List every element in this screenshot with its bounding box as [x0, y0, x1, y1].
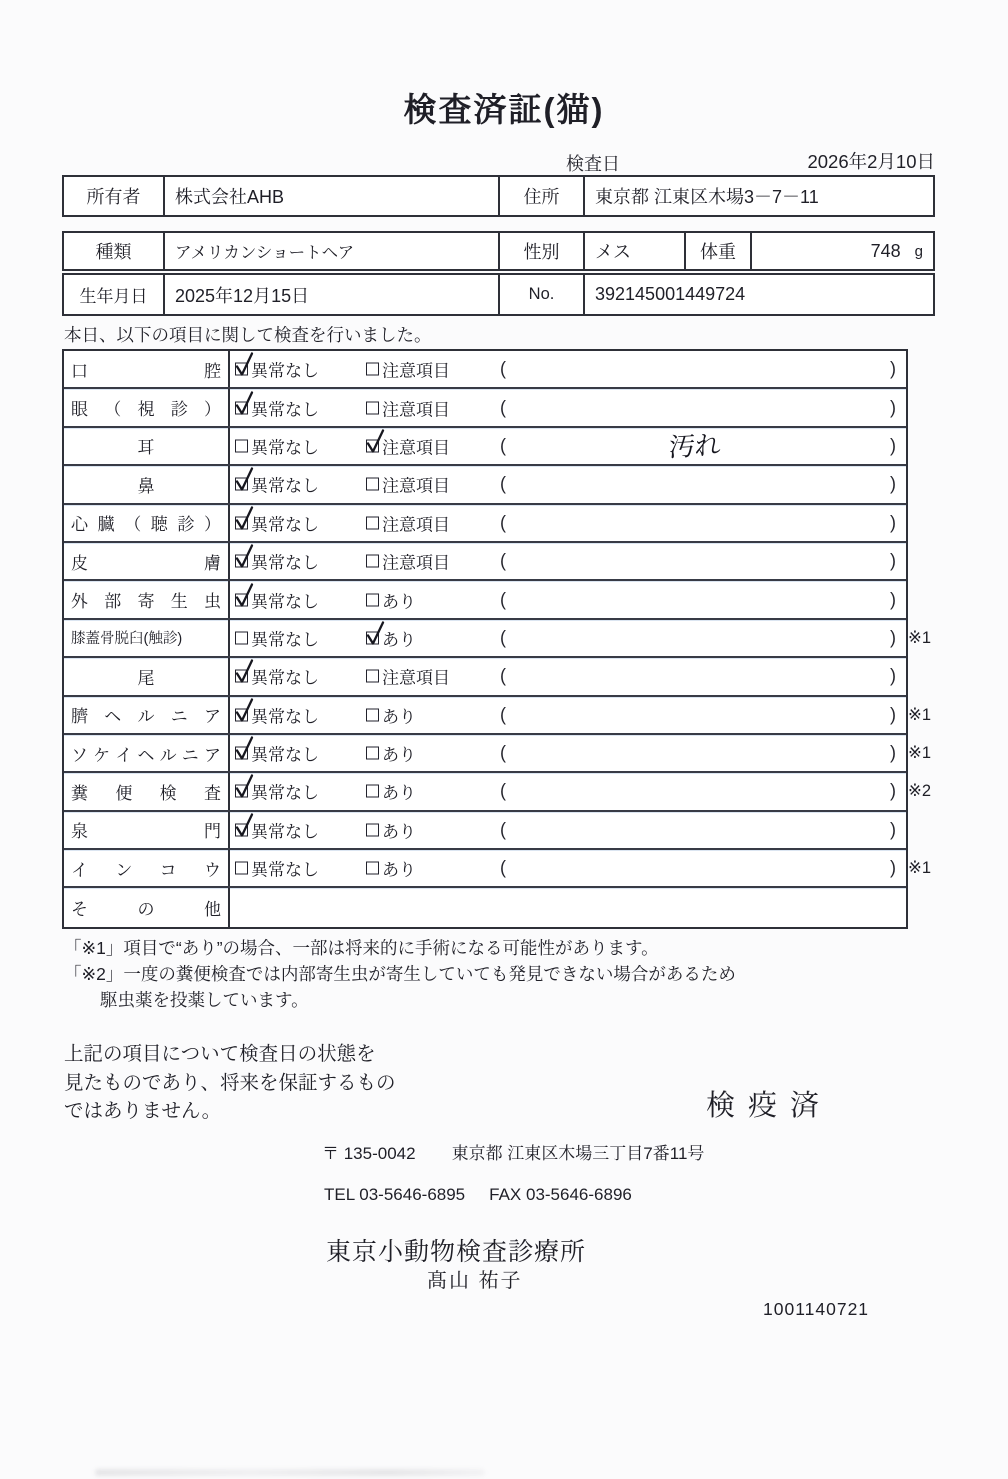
checkbox	[366, 747, 379, 760]
label-char: 虫	[204, 592, 221, 612]
note-ref: ※1	[908, 705, 932, 724]
paren-open: (	[500, 473, 506, 494]
label-char: イ	[115, 745, 133, 765]
check-mark-icon	[364, 427, 386, 455]
exam-option	[235, 702, 319, 727]
label-char: 視	[137, 400, 155, 420]
disclaimer-statement	[64, 1040, 396, 1126]
paren-close: )	[890, 819, 896, 840]
label-char: ル	[137, 707, 155, 727]
checkbox	[235, 670, 248, 683]
label-char: 生	[170, 592, 188, 612]
check-mark-icon	[233, 351, 255, 379]
paren-open: (	[500, 704, 506, 725]
exam-row	[64, 351, 906, 389]
label-char: ヘ	[104, 707, 122, 727]
checkbox	[235, 439, 248, 452]
exam-row	[64, 505, 906, 543]
sex-label: 性別	[500, 233, 585, 269]
paren-open: (	[500, 665, 506, 686]
exam-option	[235, 664, 319, 689]
exam-option-label: あり	[382, 745, 416, 765]
exam-row	[64, 543, 906, 581]
checkbox	[235, 862, 248, 875]
label-char: 門	[204, 822, 221, 842]
checkbox	[235, 516, 248, 529]
exam-row-content	[230, 351, 906, 387]
exam-option-label: 異常なし	[251, 860, 319, 880]
exam-option-label: 注意項目	[382, 553, 450, 573]
exam-option-label: 注意項目	[382, 438, 450, 458]
exam-row	[64, 850, 932, 888]
exam-option-label: 異常なし	[251, 515, 319, 535]
pet-info-row-2	[62, 273, 935, 316]
clinic-fax: FAX 03-5646-6896	[489, 1185, 632, 1204]
paren-close: )	[890, 397, 896, 418]
paren-close: )	[890, 435, 896, 456]
label-char: 腔	[204, 361, 221, 381]
checkbox	[366, 401, 379, 414]
exam-row-label: 耳	[64, 428, 230, 464]
handwritten-note: 汚れ	[668, 429, 722, 463]
exam-option	[235, 587, 319, 612]
label-char: イ	[71, 860, 88, 880]
document-number: 1001140721	[763, 1299, 870, 1319]
paren-close: )	[890, 742, 896, 763]
checkbox	[235, 631, 248, 644]
exam-row-content	[230, 773, 906, 809]
address-label: 住所	[500, 177, 585, 215]
paren-open: (	[500, 589, 506, 610]
exam-option-label: 注意項目	[382, 476, 450, 496]
checkbox	[366, 785, 379, 798]
exam-option	[366, 664, 450, 689]
checkbox	[235, 478, 248, 491]
exam-row-content	[230, 812, 906, 848]
exam-option-label: 異常なし	[251, 553, 319, 573]
footnote-1: 「※1」項目で“あり”の場合、一部は将来的に手術になる可能性があります。	[64, 938, 659, 958]
exam-option-label: 注意項目	[382, 515, 450, 535]
paren-close: )	[890, 512, 896, 533]
note-ref: ※1	[908, 744, 932, 763]
exam-option-label: あり	[382, 783, 416, 803]
label-char: ア	[204, 707, 221, 727]
label-char: ニ	[170, 707, 188, 727]
note-ref: ※2	[908, 782, 932, 801]
exam-option	[235, 779, 319, 804]
exam-option	[235, 433, 319, 458]
label-char: 口	[71, 361, 88, 381]
exam-row-content	[230, 888, 906, 926]
label-char: 寄	[137, 592, 155, 612]
intro-text: 本日、以下の項目に関して検査を行いました。	[64, 325, 432, 345]
paren-open: (	[500, 627, 506, 648]
no-label: No.	[500, 275, 585, 314]
check-mark-icon	[233, 811, 255, 839]
checkbox	[235, 785, 248, 798]
checkbox	[366, 363, 379, 376]
exam-option-label: あり	[382, 822, 416, 842]
pet-info-row-1	[62, 231, 935, 271]
exam-option-label: 異常なし	[251, 822, 319, 842]
exam-option-label: 異常なし	[251, 438, 319, 458]
paren-close: )	[890, 358, 896, 379]
label-char: ル	[159, 745, 177, 765]
clinic-tel: TEL 03-5646-6895	[324, 1185, 466, 1204]
label-char: 糞	[71, 783, 88, 803]
exam-option-label: あり	[382, 630, 416, 650]
paren-open: (	[500, 857, 506, 878]
exam-row	[64, 658, 906, 696]
checkbox	[366, 555, 379, 568]
exam-option-label: 異常なし	[251, 745, 319, 765]
checkbox	[366, 862, 379, 875]
exam-row-content	[230, 581, 906, 617]
exam-option-label: 異常なし	[251, 592, 319, 612]
exam-option	[235, 625, 319, 650]
check-mark-icon	[233, 504, 255, 532]
scan-artifact	[95, 1469, 485, 1476]
exam-option	[366, 817, 416, 842]
paren-close: )	[890, 627, 896, 648]
exam-option-label: 異常なし	[251, 783, 319, 803]
label-char: （	[124, 515, 142, 535]
examiner-name: 髙山 祐子	[427, 1270, 523, 1292]
exam-option-label: 注意項目	[382, 400, 450, 420]
birthdate-label: 生年月日	[64, 275, 165, 314]
label-char: ヘ	[137, 745, 155, 765]
footnote-2: 「※2」一度の糞便検査では内部寄生虫が寄生していても発見できない場合があるため	[64, 964, 736, 984]
exam-option	[366, 472, 450, 497]
checkbox	[366, 708, 379, 721]
label-char: 診	[177, 515, 195, 535]
exam-row-label	[64, 351, 230, 387]
sex-value: メス	[585, 233, 686, 269]
checkbox	[235, 401, 248, 414]
checkbox	[366, 516, 379, 529]
label-char: 便	[115, 783, 133, 803]
exam-row-label	[64, 505, 230, 541]
checkbox	[235, 708, 248, 721]
exam-row	[64, 735, 932, 773]
label-char: ソ	[71, 745, 88, 765]
exam-option	[235, 817, 319, 842]
checkbox	[366, 823, 379, 836]
exam-option-label: 異常なし	[251, 630, 319, 650]
paren-open: (	[500, 512, 506, 533]
exam-option	[235, 741, 319, 766]
exam-option-label: 異常なし	[251, 361, 319, 381]
exam-row-content	[230, 850, 906, 886]
label-char: の	[137, 900, 155, 920]
label-char: 膚	[204, 553, 221, 573]
exam-row	[64, 812, 906, 850]
no-value: 392145001449724	[595, 284, 746, 304]
exam-row	[64, 697, 932, 735]
exam-option	[366, 587, 416, 612]
exam-option-label: 注意項目	[382, 668, 450, 688]
exam-option-label: 異常なし	[251, 668, 319, 688]
label-char: 部	[104, 592, 122, 612]
label-char: コ	[159, 860, 177, 880]
check-mark-icon	[233, 696, 255, 724]
paren-close: )	[890, 589, 896, 610]
exam-row-content	[230, 466, 906, 502]
note-ref: ※1	[908, 628, 932, 647]
check-mark-icon	[233, 389, 255, 417]
exam-row-label	[64, 543, 230, 579]
exam-option	[235, 856, 319, 881]
footnote-2-cont: 駆虫薬を投薬しています。	[100, 990, 309, 1010]
label-char: 外	[71, 592, 88, 612]
checkbox	[235, 823, 248, 836]
label-char: ケ	[93, 745, 111, 765]
check-mark-icon	[233, 735, 255, 763]
paren-open: (	[500, 780, 506, 801]
check-mark-icon	[233, 773, 255, 801]
weight-value: 748	[870, 240, 901, 261]
exam-option	[366, 856, 416, 881]
clinic-name: 東京小動物検査診療所	[326, 1238, 587, 1266]
exam-row-label	[64, 888, 230, 926]
paren-close: )	[890, 704, 896, 725]
exam-row-content	[230, 620, 906, 656]
owner-table	[62, 175, 935, 217]
exam-option-label: 異常なし	[251, 476, 319, 496]
exam-option-label: 注意項目	[382, 361, 450, 381]
check-mark-icon	[233, 658, 255, 686]
exam-row	[64, 428, 906, 466]
clinic-tel-line	[324, 1185, 632, 1205]
checkbox	[366, 631, 379, 644]
exam-option-label: 異常なし	[251, 707, 319, 727]
label-char: 眼	[71, 400, 88, 420]
exam-row-label: 尾	[64, 658, 230, 694]
label-char: 臓	[97, 515, 115, 535]
exam-row-label	[64, 850, 230, 886]
exam-row-label	[64, 389, 230, 425]
breed-value: アメリカンショートヘア	[165, 233, 500, 269]
exam-option-label: あり	[382, 860, 416, 880]
exam-option	[366, 702, 416, 727]
checkbox	[235, 593, 248, 606]
paren-close: )	[890, 857, 896, 878]
exam-row-content	[230, 735, 906, 771]
label-char: ニ	[181, 745, 199, 765]
paren-open: (	[500, 435, 506, 456]
breed-label: 種類	[64, 233, 165, 269]
exam-row	[64, 620, 932, 658]
exam-option	[366, 625, 416, 650]
paren-close: )	[890, 665, 896, 686]
label-char: ン	[115, 860, 133, 880]
checkbox	[235, 555, 248, 568]
checkbox	[235, 363, 248, 376]
checkbox	[366, 439, 379, 452]
exam-row	[64, 888, 906, 926]
exam-row-label	[64, 697, 230, 733]
exam-option	[235, 549, 319, 574]
label-char: ウ	[203, 860, 221, 880]
label-char: 臍	[71, 707, 88, 727]
paren-open: (	[500, 819, 506, 840]
birthdate-value: 2025年12月15日	[165, 275, 500, 314]
exam-table	[62, 349, 932, 929]
label-char: （	[104, 400, 122, 420]
label-char: 泉	[71, 822, 88, 842]
disclaimer-line-3: ではありません。	[64, 1100, 222, 1122]
quarantine-passed-stamp: 検疫済	[706, 1090, 833, 1122]
exam-option	[366, 741, 416, 766]
label-char: ア	[203, 745, 221, 765]
label-char: 検	[159, 783, 177, 803]
inspection-date-label: 検査日	[566, 154, 620, 174]
label-char: 他	[204, 900, 221, 920]
owner-value: 株式会社AHB	[165, 177, 500, 215]
checkbox	[235, 747, 248, 760]
clinic-address: 東京都 江東区木場三丁目7番11号	[451, 1144, 705, 1163]
checkbox	[366, 670, 379, 683]
weight-unit: g	[914, 242, 923, 260]
exam-row-label	[64, 735, 230, 771]
exam-row-content	[230, 658, 906, 694]
paren-close: )	[890, 780, 896, 801]
exam-option	[366, 779, 416, 804]
note-ref: ※1	[908, 859, 932, 878]
exam-option	[235, 395, 319, 420]
exam-option-label: あり	[382, 592, 416, 612]
exam-option	[366, 549, 450, 574]
checkbox	[366, 593, 379, 606]
exam-row-label: 膝蓋骨脱臼(触診)	[64, 620, 230, 656]
paren-open: (	[500, 397, 506, 418]
exam-option	[366, 510, 450, 535]
label-char: 皮	[71, 553, 88, 573]
label-char: 聴	[150, 515, 168, 535]
paren-close: )	[890, 473, 896, 494]
exam-row-content	[230, 697, 906, 733]
page-title: 検査済証(猫)	[403, 91, 605, 128]
exam-row-label: 鼻	[64, 466, 230, 502]
exam-row-content	[230, 428, 906, 464]
label-char: ）	[204, 400, 221, 420]
check-mark-icon	[364, 619, 386, 647]
address-value: 東京都 江東区木場3－7－11	[595, 187, 819, 207]
disclaimer-line-2: 見たものであり、将来を保証するもの	[64, 1071, 396, 1094]
exam-row	[64, 581, 906, 619]
owner-label: 所有者	[64, 177, 165, 215]
exam-option	[235, 510, 319, 535]
postal-code: 〒 135-0042	[322, 1144, 416, 1163]
exam-option	[366, 395, 450, 420]
paren-open: (	[500, 742, 506, 763]
exam-option-label: 異常なし	[251, 400, 319, 420]
exam-row	[64, 773, 932, 811]
label-char: 心	[71, 515, 88, 535]
inspection-date-value: 2026年2月10日	[807, 151, 935, 172]
check-mark-icon	[233, 466, 255, 494]
paren-close: )	[890, 550, 896, 571]
disclaimer-line-1: 上記の項目について検査日の状態を	[64, 1043, 376, 1065]
exam-option	[366, 433, 450, 458]
label-char: そ	[71, 900, 88, 920]
label-char: 診	[170, 400, 188, 420]
weight-label: 体重	[686, 233, 752, 269]
exam-option-label: あり	[382, 707, 416, 727]
exam-row-label	[64, 581, 230, 617]
exam-row	[64, 466, 906, 504]
exam-row-content	[230, 543, 906, 579]
exam-row-content	[230, 505, 906, 541]
checkbox	[366, 478, 379, 491]
check-mark-icon	[233, 543, 255, 571]
label-char: ）	[203, 515, 221, 535]
label-char: 査	[203, 783, 221, 803]
check-mark-icon	[233, 581, 255, 609]
clinic-postal-line	[322, 1139, 704, 1164]
exam-row-label	[64, 773, 230, 809]
paren-open: (	[500, 550, 506, 571]
exam-option	[235, 472, 319, 497]
paren-open: (	[500, 358, 506, 379]
weight-cell	[752, 233, 933, 269]
exam-row-label	[64, 812, 230, 848]
exam-option	[366, 357, 450, 382]
exam-option	[235, 357, 319, 382]
